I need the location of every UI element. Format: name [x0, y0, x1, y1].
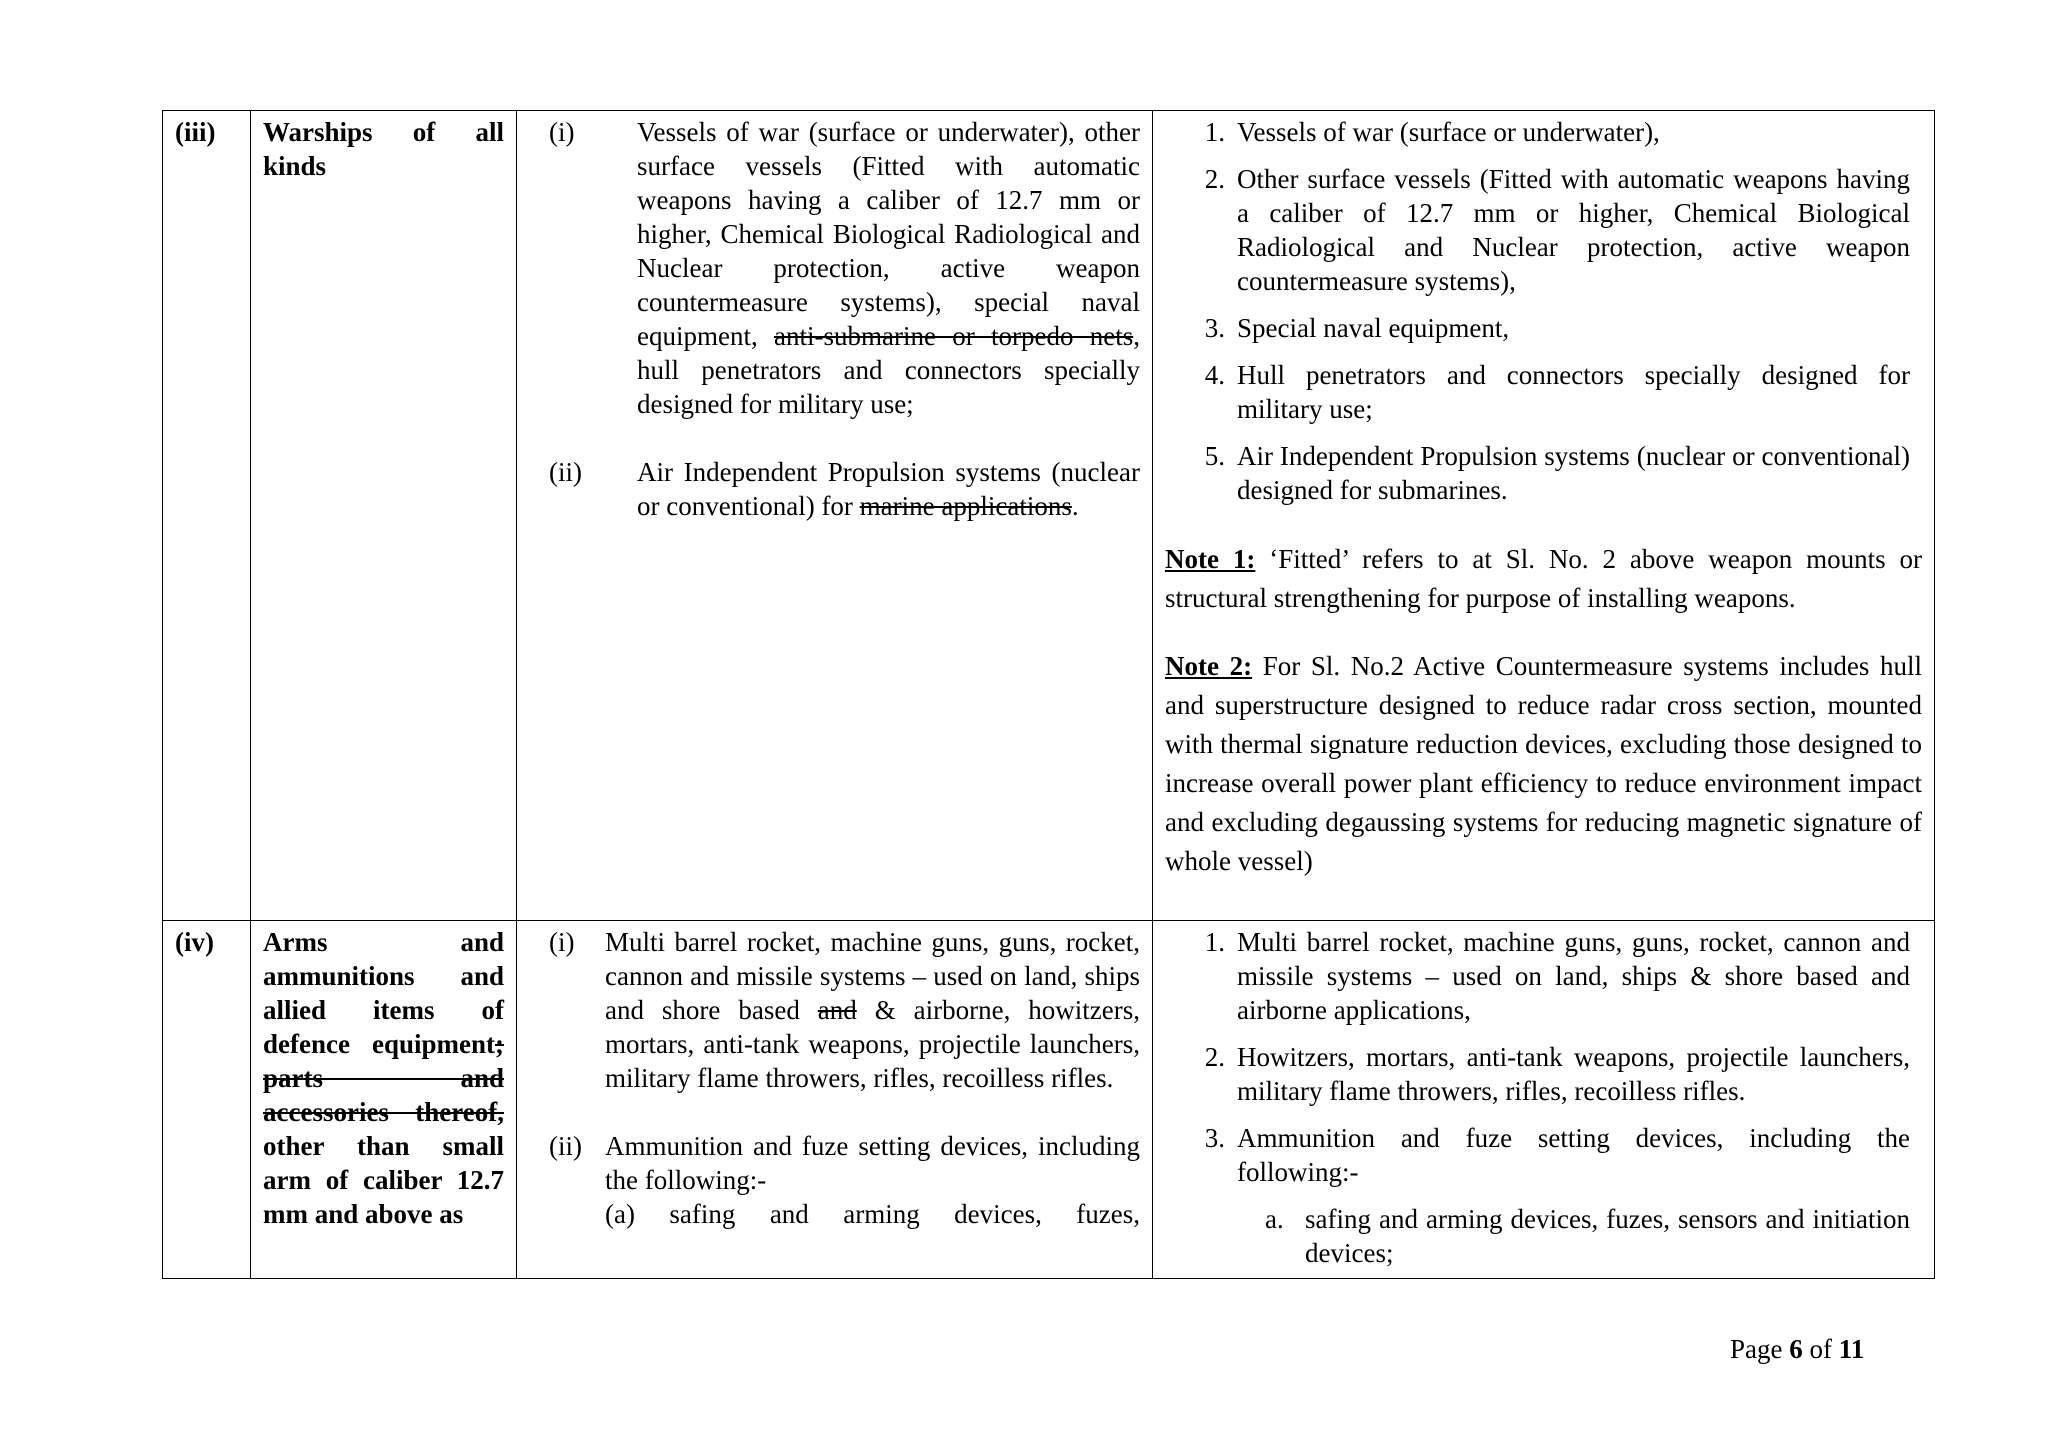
list-item-number: 3.: [1204, 313, 1225, 343]
page-total: 11: [1838, 1334, 1865, 1364]
list-item: [1165, 358, 1922, 426]
subitem-text-part: Air Independent Propulsion systems (nuclear or conventional) for: [637, 457, 1140, 521]
list-item: [1165, 1121, 1922, 1189]
existing-subitem: [549, 455, 1140, 523]
list-item-number: 5.: [1204, 441, 1225, 471]
subitem-text: [605, 1129, 1140, 1231]
amended-entry-cell: [1153, 921, 1935, 1279]
page-number-prefix: Page: [1730, 1334, 1790, 1364]
note-text: For Sl. No.2 Active Countermeasure systems includes hull and superstructure designed to reduce radar cross section, mounted with thermal signature reduction devices, excluding those designed to increase overall power plant efficiency to reduce environment impact and excluding degaussing systems for reducing magnetic signature of whole vessel): [1165, 651, 1922, 876]
struck-text: ; parts and accessories thereof,: [263, 1029, 504, 1127]
existing-subitem: [549, 925, 1140, 1095]
subitem-text: safing and arming devices, fuzes, sensors and initiation devices;: [1305, 1204, 1910, 1268]
subitem-text: [605, 925, 1140, 1095]
subitem-text-part: (a) safing and arming devices, fuzes,: [605, 1199, 1140, 1229]
item-cell: [251, 111, 517, 921]
item-cell: [251, 921, 517, 1279]
note-2: [1165, 647, 1922, 881]
item-title-part: other than small arm of caliber 12.7 mm and above as: [263, 1131, 504, 1229]
struck-text: marine applications: [859, 491, 1072, 521]
list-item-number: 2.: [1204, 164, 1225, 194]
note-text: ‘Fitted’ refers to at Sl. No. 2 above weapon mounts or structural strengthening for purpose of installing weapons.: [1165, 544, 1922, 613]
page-number: [1730, 1332, 1864, 1366]
list-item: [1165, 925, 1922, 1027]
serial-number-cell: [163, 921, 251, 1279]
list-item: [1165, 162, 1922, 298]
existing-subitem: [549, 115, 1140, 421]
subitem-letter: a.: [1265, 1204, 1284, 1234]
note-1: [1165, 540, 1922, 618]
amended-list: [1165, 115, 1922, 507]
list-item: [1165, 1040, 1922, 1108]
table-row: [163, 111, 1935, 921]
note-label: Note 2:: [1165, 651, 1253, 681]
subitem-number: (ii): [549, 457, 582, 487]
subitem-text-part: & airborne, howitzers, mortars, anti-tank weapons, projectile launchers, military flame throwers, rifles, recoilless rifles.: [605, 995, 1140, 1093]
subitem-number: (ii): [549, 1131, 582, 1161]
list-item-number: 1.: [1204, 117, 1225, 147]
existing-entry-cell: [517, 111, 1153, 921]
subitem-text-part: Ammunition and fuze setting devices, including the following:-: [605, 1131, 1140, 1195]
subitem-text: [637, 455, 1140, 523]
list-item-text: Howitzers, mortars, anti-tank weapons, projectile launchers, military flame throwers, rifles, recoilless rifles.: [1237, 1042, 1910, 1106]
subitem-text: [637, 115, 1140, 421]
amended-entry-cell: [1153, 111, 1935, 921]
existing-entry-cell: [517, 921, 1153, 1279]
item-title: [263, 925, 504, 1231]
subitem-text-part: .: [1071, 491, 1079, 521]
item-title-line2: kinds: [263, 151, 327, 181]
subitem-number: (i): [549, 117, 575, 147]
list-item-text: Vessels of war (surface or underwater),: [1237, 117, 1660, 147]
list-item-text: Other surface vessels (Fitted with automatic weapons having a caliber of 12.7 mm or higher, Chemical Biological Radiological and Nuclear protection, active weapon countermeasure systems),: [1237, 164, 1910, 296]
list-item: [1165, 311, 1922, 345]
subitem-number: (i): [549, 927, 575, 957]
existing-subitem: [549, 1129, 1140, 1231]
page-current: 6: [1789, 1334, 1803, 1364]
list-item: [1165, 115, 1922, 149]
amended-list: [1165, 925, 1922, 1189]
subitem-text-part: Vessels of war (surface or underwater), other surface vessels (Fitted with automatic weapons having a caliber of 12.7 mm or higher, Chemical Biological Radiological and Nuclear protection, active weapon countermeasure systems), special naval equipment,: [637, 117, 1140, 351]
subitem-text-part: Multi barrel rocket, machine guns, guns, rocket, cannon and missile systems – used on land, ships and shore based: [605, 927, 1140, 1025]
serial-number: (iii): [175, 117, 216, 147]
list-item-number: 3.: [1204, 1123, 1225, 1153]
struck-text: anti-submarine or torpedo nets: [774, 321, 1134, 351]
list-item-text: Ammunition and fuze setting devices, including the following:-: [1237, 1123, 1910, 1187]
amendment-table: [162, 110, 1935, 1279]
list-item-text: Special naval equipment,: [1237, 313, 1510, 343]
struck-text: and: [817, 995, 857, 1025]
list-item-text: Hull penetrators and connectors specially designed for military use;: [1237, 360, 1910, 424]
list-item-number: 2.: [1204, 1042, 1225, 1072]
serial-number-cell: [163, 111, 251, 921]
serial-number: (iv): [175, 927, 214, 957]
item-title-part: Arms and ammunitions and allied items of defence equipment: [263, 927, 504, 1059]
amended-subitem: [1265, 1202, 1922, 1270]
note-label: Note 1:: [1165, 544, 1256, 574]
list-item: [1165, 439, 1922, 507]
list-item-text: Multi barrel rocket, machine guns, guns, rocket, cannon and missile systems – used on land, ships & shore based and airborne applications,: [1237, 927, 1910, 1025]
list-item-number: 4.: [1204, 360, 1225, 390]
page-number-separator: of: [1802, 1334, 1839, 1364]
item-title-line1: Warships of all: [263, 117, 504, 147]
list-item-number: 1.: [1204, 927, 1225, 957]
subitem-text-part: , hull penetrators and connectors specially designed for military use;: [637, 321, 1140, 419]
list-item-text: Air Independent Propulsion systems (nuclear or conventional) designed for submarines.: [1237, 441, 1910, 505]
table-row: [163, 921, 1935, 1279]
